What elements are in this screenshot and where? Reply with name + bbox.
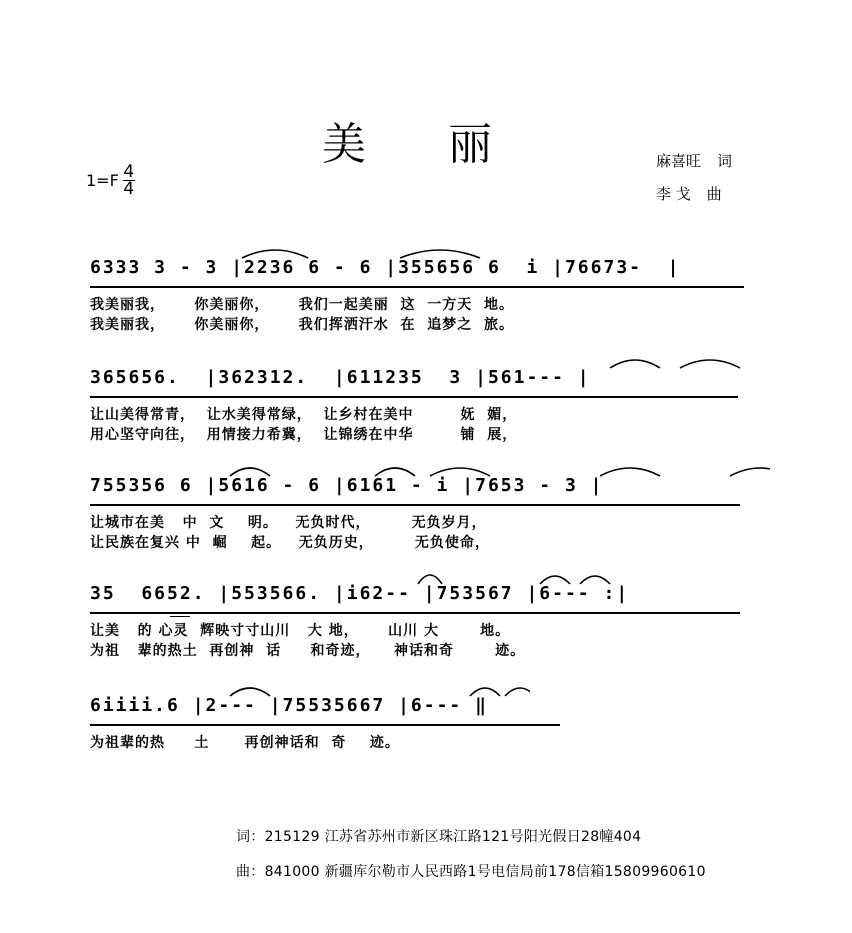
notation-line: 6333 3 - 3 |2236 6 - 6 |355656 6 i |76673- | — [90, 257, 681, 278]
notation-line: 365656. |362312. |611235 3 |561--- | — [90, 367, 591, 388]
lyricist-role: 词 — [717, 152, 733, 170]
key-label: 1=F — [86, 171, 119, 190]
score-system-4 — [90, 582, 760, 659]
notation-line: 755356 6 |5616 - 6 |6161 - i |7653 - 3 | — [90, 475, 604, 496]
score-system-1 — [90, 256, 760, 333]
key-signature — [86, 164, 135, 197]
notation-line: 35 6652. |553566. |i62-- |753567 |6--- :| — [90, 583, 630, 604]
lyrics-verse-2: 为祖 辈的热土 再创神 话 和奇迹， 神话和奇 迹。 — [90, 643, 526, 659]
song-title: 美 丽 — [322, 119, 526, 170]
tie-slur — [510, 354, 770, 374]
time-signature-bottom: 4 — [123, 179, 135, 199]
lyrics-verse-1: 为祖辈的热 土 再创神话和 奇 迹。 — [90, 735, 400, 751]
lyrics-verse-2: 用心坚守向往， 用情接力希冀， 让锦绣在中华 铺 展， — [90, 427, 518, 443]
composer-role: 曲 — [706, 185, 722, 203]
lyrics-verse-2: 让民族在复兴 中 崛 起。 无负历史， 无负使命， — [90, 535, 490, 551]
lyrics-verse-1: 我美丽我， 你美丽你， 我们一起美丽 这 一方天 地。 — [90, 297, 514, 313]
lyricist-address: 词：215129 江苏省苏州市新区珠江路121号阳光假日28幢404 — [236, 829, 642, 845]
lyrics-verse-1: 让城市在美 中 文 明。 无负时代， 无负岁月， — [90, 515, 487, 531]
tie-slur — [410, 568, 710, 590]
composer-credit — [656, 183, 722, 204]
composer-address: 曲：841000 新疆库尔勒市人民西路1号电信局前178信箱15809960610 — [236, 864, 706, 880]
time-signature — [123, 164, 135, 197]
tie-slur — [170, 462, 770, 482]
notation-line: 6iiii.6 |2--- |75535667 |6--- ‖ — [90, 695, 488, 716]
tie-slur — [240, 244, 540, 264]
composer-name: 李 戈 — [656, 185, 691, 203]
lyrics-verse-1: 让美 的 心灵 辉映寸寸山川 大 地， 山川 大 地。 — [90, 623, 511, 639]
lyricist-name: 麻喜旺 — [656, 152, 702, 170]
score-system-3 — [90, 474, 760, 551]
lyrics-verse-2: 我美丽我， 你美丽你， 我们挥洒汗水 在 追梦之 旅。 — [90, 317, 514, 333]
lyrics-verse-1: 让山美得常青， 让水美得常绿， 让乡村在美中 妩 媚， — [90, 407, 518, 423]
lyricist-credit — [656, 150, 732, 171]
time-signature-top: 4 — [123, 162, 135, 182]
tie-slur — [170, 682, 530, 702]
score-system-2 — [90, 366, 760, 443]
score-system-5 — [90, 694, 760, 750]
